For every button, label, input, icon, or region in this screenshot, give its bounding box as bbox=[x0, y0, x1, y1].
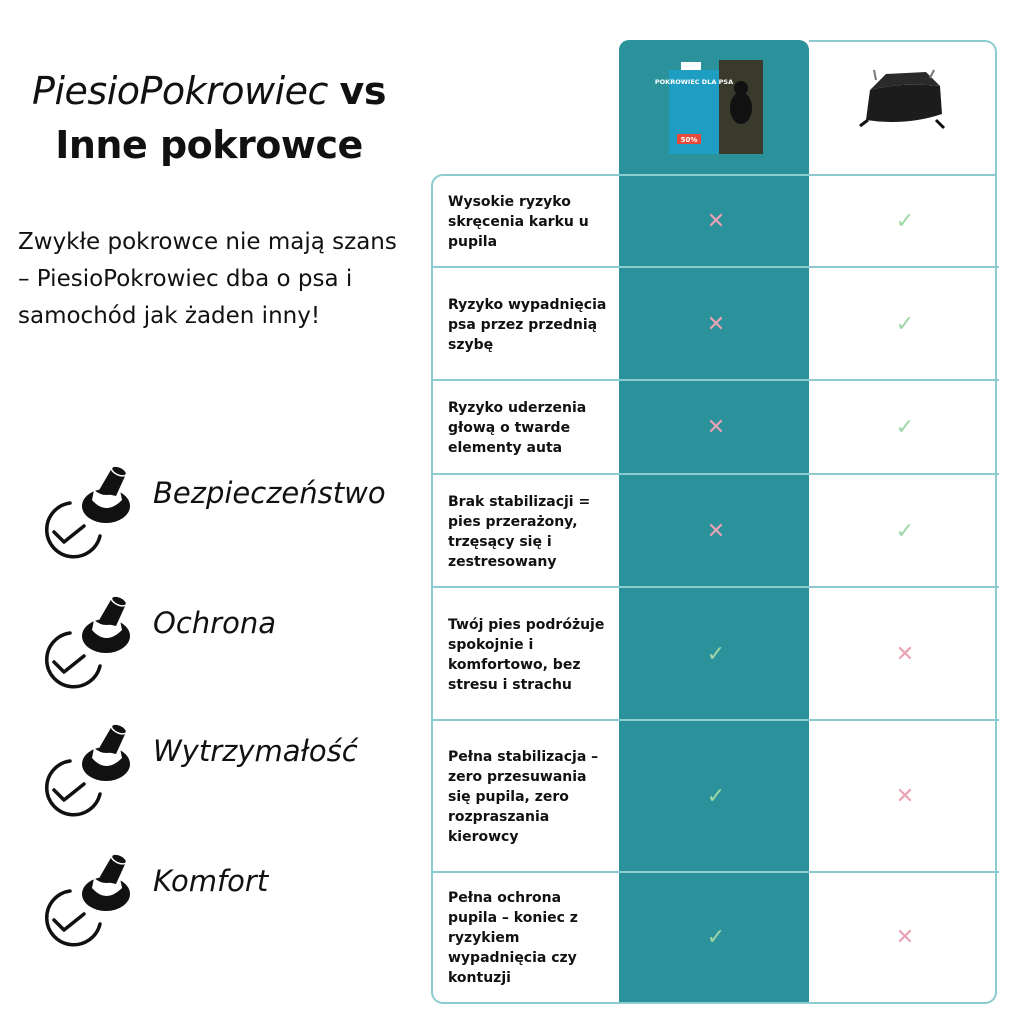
check-stamp-icon bbox=[40, 848, 140, 948]
check-icon: ✓ bbox=[706, 924, 726, 950]
cross-icon: ✕ bbox=[895, 924, 915, 950]
check-icon: ✓ bbox=[895, 518, 915, 544]
comparison-table bbox=[431, 40, 997, 1004]
feature-item bbox=[40, 718, 420, 818]
feature-label: Ochrona bbox=[153, 606, 276, 640]
check-icon: ✓ bbox=[706, 641, 726, 667]
product-image bbox=[654, 56, 763, 154]
feature-item bbox=[40, 848, 420, 948]
table-row bbox=[433, 721, 999, 873]
table-row bbox=[433, 268, 999, 381]
row-label: Pełna stabilizacja – zero przesuwania się pupila, zero rozpraszania kierowcy bbox=[448, 749, 599, 845]
brand-name: PiesioPokrowiec bbox=[32, 69, 328, 113]
cross-icon: ✕ bbox=[895, 784, 915, 809]
check-icon: ✓ bbox=[895, 311, 915, 337]
cross-icon: ✕ bbox=[706, 415, 726, 440]
row-label: Twój pies podróżuje spokojnie i komfortowo, bez stresu i strachu bbox=[448, 616, 605, 693]
cross-icon: ✕ bbox=[895, 641, 915, 667]
row-label: Wysokie ryzyko skręcenia karku u pupila bbox=[448, 194, 589, 250]
discount-badge: 50% bbox=[680, 136, 698, 144]
feature-label: Komfort bbox=[153, 864, 269, 898]
row-label: Ryzyko uderzenia głową o twarde elementy auta bbox=[448, 400, 587, 456]
intro-text: Zwykłe pokrowce nie mają szans – PiesioPokrowiec dba o psa i samochód jak żaden inny! bbox=[18, 229, 397, 329]
table-row bbox=[433, 381, 999, 475]
row-label: Ryzyko wypadnięcia psa przez przednią szybę bbox=[448, 296, 607, 353]
table-row bbox=[433, 588, 999, 721]
row-label: Brak stabilizacji = pies przerażony, trzęsący się i zestresowany bbox=[448, 493, 591, 570]
check-stamp-icon bbox=[40, 718, 140, 818]
table-row bbox=[433, 176, 999, 268]
title-line-2: Inne pokrowce bbox=[55, 123, 363, 167]
feature-item bbox=[40, 590, 420, 690]
check-icon: ✓ bbox=[706, 784, 726, 809]
vs-label: vs bbox=[339, 69, 386, 113]
cross-icon: ✕ bbox=[706, 518, 726, 544]
check-icon: ✓ bbox=[895, 209, 915, 234]
page-title bbox=[18, 64, 400, 172]
rows-frame bbox=[431, 174, 997, 1004]
generic-cover-image bbox=[856, 68, 948, 138]
feature-label: Wytrzymałość bbox=[153, 734, 358, 768]
cross-icon: ✕ bbox=[706, 209, 726, 234]
table-row bbox=[433, 475, 999, 588]
feature-label: Bezpieczeństwo bbox=[153, 476, 386, 510]
feature-item bbox=[40, 460, 420, 560]
check-stamp-icon bbox=[40, 590, 140, 690]
cross-icon: ✕ bbox=[706, 311, 726, 337]
check-icon: ✓ bbox=[895, 415, 915, 440]
check-stamp-icon bbox=[40, 460, 140, 560]
table-row bbox=[433, 873, 999, 1002]
row-label: Pełna ochrona pupila – koniec z ryzykiem wypadnięcia czy kontuzji bbox=[448, 889, 578, 986]
product-title: POKROWIEC DLA PSA bbox=[654, 78, 734, 86]
